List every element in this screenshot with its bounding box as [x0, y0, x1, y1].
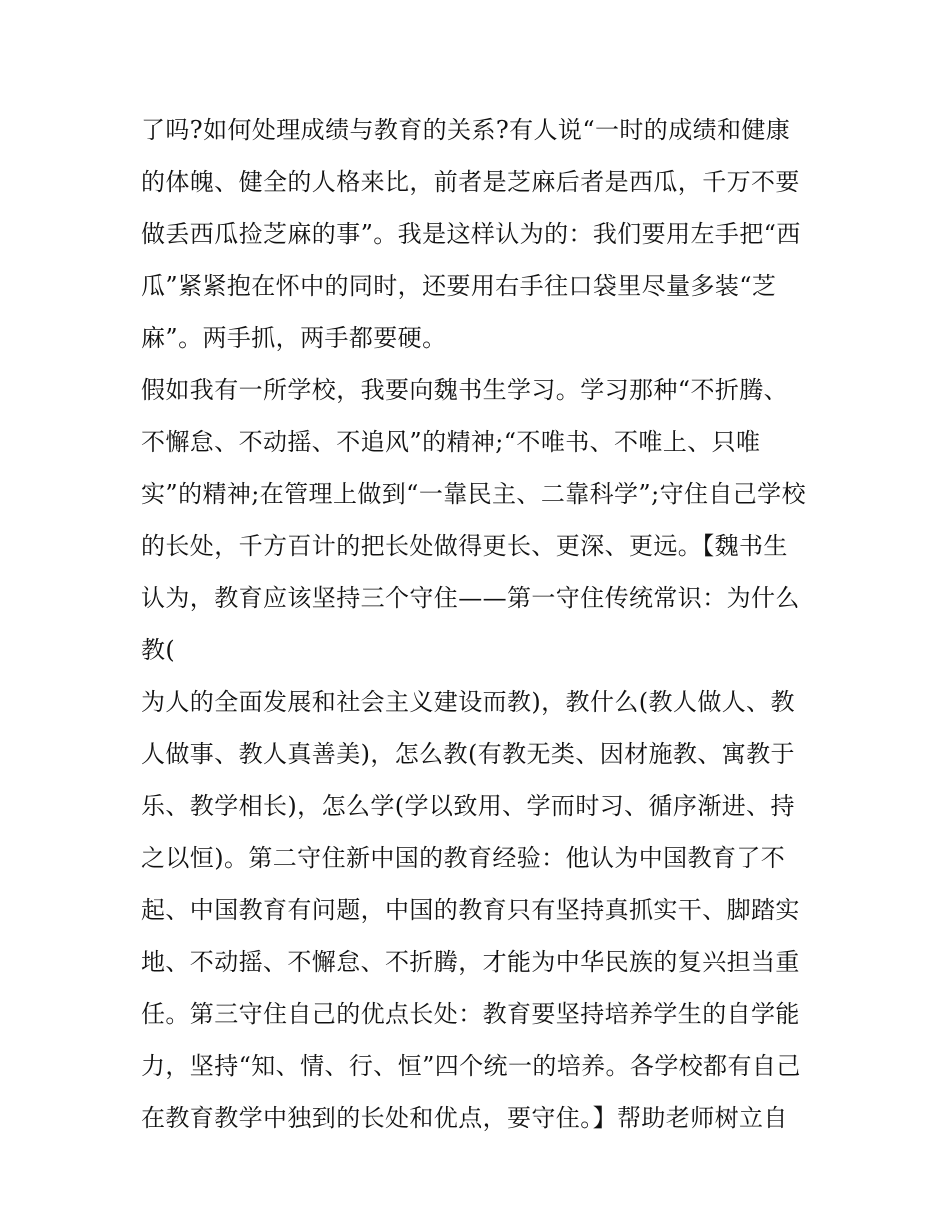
- text-line: 人做事、教人真善美)，怎么教(有教无类、因材施教、寓教于: [141, 740, 795, 768]
- text-line: 在教育教学中独到的长处和优点，要守住。】帮助老师树立自: [141, 1104, 788, 1132]
- text-line: 起、中国教育有问题，中国的教育只有坚持真抓实干、脚踏实: [141, 896, 800, 924]
- text-line: 实”的精神;在管理上做到“一靠民主、二靠科学”;守住自己学校: [141, 480, 806, 508]
- text-line: 瓜”紧紧抱在怀中的同时，还要用右手往口袋里尽量多装“芝: [141, 272, 777, 300]
- text-line: 的体魄、健全的人格来比，前者是芝麻后者是西瓜，千万不要: [141, 168, 800, 196]
- text-line: 的长处，千方百计的把长处做得更长、更深、更远。【魏书生: [141, 532, 788, 560]
- text-line: 假如我有一所学校，我要向魏书生学习。学习那种“不折腾、: [141, 376, 789, 404]
- text-line: 为人的全面发展和社会主义建设而教)，教什么(教人做人、教: [141, 688, 795, 716]
- text-line: 乐、教学相长)，怎么学(学以致用、学而时习、循序渐进、持: [141, 792, 795, 820]
- text-line: 之以恒)。第二守住新中国的教育经验：他认为中国教育了不: [141, 844, 786, 872]
- text-line: 麻”。两手抓，两手都要硬。: [141, 324, 447, 352]
- text-line: 了吗?如何处理成绩与教育的关系?有人说“一时的成绩和健康: [141, 116, 791, 144]
- text-line: 力，坚持“知、情、行、恒”四个统一的培养。各学校都有自己: [141, 1052, 801, 1080]
- text-line: 不懈怠、不动摇、不追风”的精神;“不唯书、不唯上、只唯: [141, 428, 761, 456]
- text-line: 任。第三守住自己的优点长处：教育要坚持培养学生的自学能: [141, 1000, 800, 1028]
- text-line: 地、不动摇、不懈怠、不折腾，才能为中华民族的复兴担当重: [141, 948, 800, 976]
- text-line: 认为，教育应该坚持三个守住——第一守住传统常识：为什么: [141, 584, 800, 612]
- text-line: 教(: [141, 636, 176, 664]
- text-line: 做丢西瓜捡芝麻的事”。我是这样认为的：我们要用左手把“西: [141, 220, 801, 248]
